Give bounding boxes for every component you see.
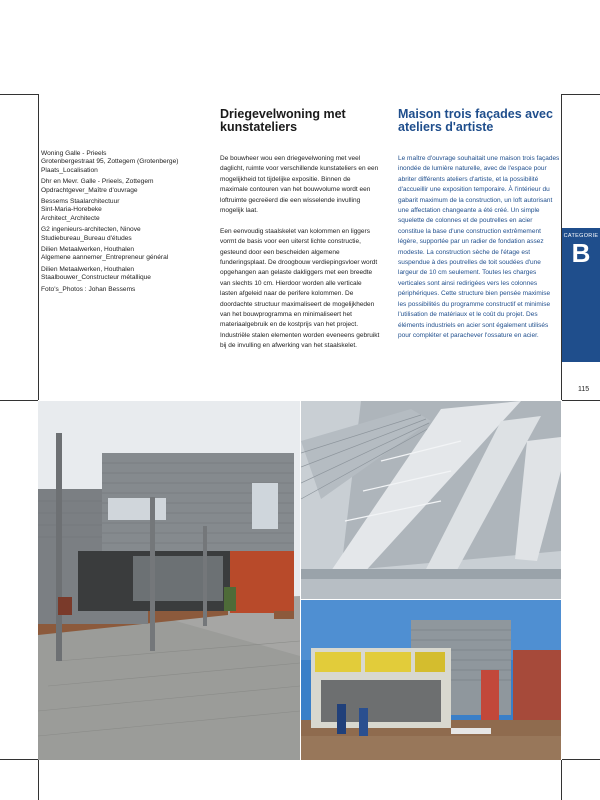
credit-contractor: Dilien Metaalwerken, Houthalen Algemene aannemer_Entrepreneur général xyxy=(41,246,169,262)
bottom-rule-right xyxy=(562,759,600,760)
top-rule-right xyxy=(562,94,600,95)
credit-location: Woning Galle - Prieels Grotenbergestraat 95, Zottegem (Grotenberge) Plaats_Localisation xyxy=(41,150,179,174)
credit-architect: Bessems Staalarchitectuur Sint-Maria-Horebeke Architect_Architecte xyxy=(41,198,120,222)
house-exterior-photo xyxy=(38,401,300,760)
french-title: Maison trois façades avec ateliers d'artiste xyxy=(398,107,553,134)
steel-structure-photo xyxy=(301,401,561,599)
credit-steel-builder: Dilien Metaalwerken, Houthalen Staalbouwer_Constructeur métallique xyxy=(41,265,151,282)
mid-rule-right xyxy=(562,400,600,401)
construction-site-image xyxy=(301,600,561,760)
credit-engineer: G2 ingenieurs-architecten, Ninove Studiebureau_Bureau d'études xyxy=(41,226,141,242)
lower-left-rule xyxy=(38,760,39,800)
project-credits xyxy=(41,150,211,297)
french-body: Le maître d'ouvrage souhaitait une maison trois façades inondée de lumière naturelle, avec de l'espace pour abriter différents ateliers d'artiste, et la possibilité d'accueillir une exposition temporaire. À l'intérieur du gabarit maximum de la construction, un loft autorisant une affectation changeante a été créé. Un simple squelette de colonnes et de poutrelles en acier constitue la base d'une construction extrêmement légère, supportée par un radier de fondation assez modeste. La construction sèche de l'étage est suspendue à des poutrelles de toit soudées d'une largeur de 10 cm seulement. Toutes les charges verticales sont ainsi redirigées vers les colonnes périphériques. Cette structure bien pensée maximise les possibilités du programme constructif et minimise l'utilisation de matériaux et le coût du projet. Des éléments industriels en acier sont également utilisés pour compléter et parachever l'ossature en acier. xyxy=(398,155,560,339)
dutch-column xyxy=(220,108,380,362)
dutch-paragraph-1: De bouwheer wou een driegevelwoning met veel daglicht, ruimte voor verschillende kunstateliers en een mogelijkheid tot tijdelijke expositie. Binnen de maximale contouren van het bouwvolume wordt een loftruimte gecreëerd die een wisselende invulling mogelijk laat. xyxy=(220,155,379,215)
house-exterior-image xyxy=(38,401,300,760)
bottom-rule-left xyxy=(0,759,38,760)
left-margin-rule xyxy=(38,94,39,400)
category-tab xyxy=(562,228,600,362)
category-label: CATEGORIE xyxy=(563,233,599,239)
french-column xyxy=(398,108,560,341)
lower-right-rule xyxy=(561,760,562,800)
mid-rule-left xyxy=(0,400,38,401)
dutch-title: Driegevelwoning met kunstateliers xyxy=(220,107,346,134)
dutch-body xyxy=(220,154,380,352)
credit-photos: Foto's_Photos : Johan Bessems xyxy=(41,285,136,293)
page-number: 115 xyxy=(578,386,590,393)
steel-structure-image xyxy=(301,401,561,599)
top-rule-left xyxy=(0,94,38,95)
category-letter: B xyxy=(571,238,591,268)
construction-site-photo xyxy=(301,600,561,760)
credit-client: Dhr en Mevr. Galle - Prieels, Zottegem Opdrachtgever_Maître d'ouvrage xyxy=(41,178,154,194)
dutch-paragraph-2: Een eenvoudig staalskelet van kolommen en liggers vormt de basis voor een uiterst lichte constructie, gesteund door een bescheiden algemene funderingsplaat. De droogbouw verdiepingsvloer wordt opgehangen aan gelaste dakliggers met een breedte van slechts 10 cm. Hierdoor worden alle verticale lasten afgeleid naar de perifere kolommen. De doordachte structuur maximaliseert de mogelijkheden van het bouwprogramma en minimaliseert het materiaalgebruik en de kostprijs van het project. Industriële stalen elementen worden eveneens gebruikt bij de invulling en afwerking van het staalskelet. xyxy=(220,227,380,350)
